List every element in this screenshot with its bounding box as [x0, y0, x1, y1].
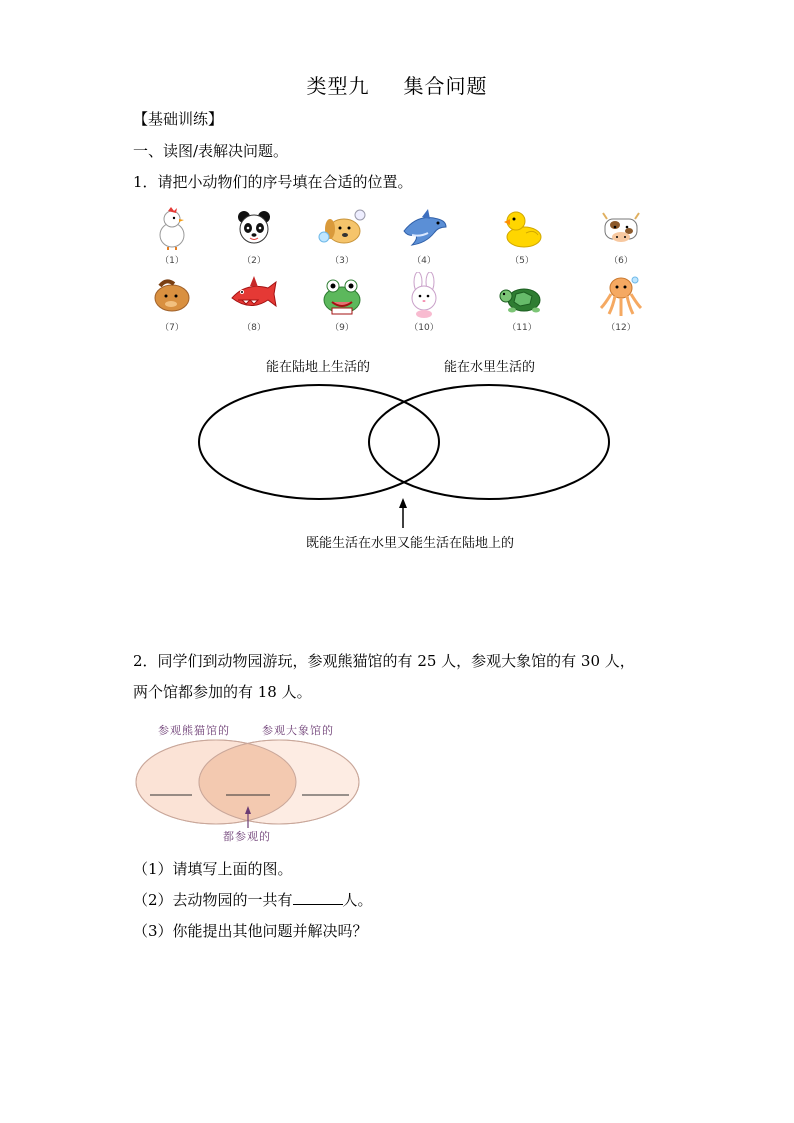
venn1-arrow-head [399, 498, 407, 508]
animal-number: （10） [409, 323, 439, 333]
animal-number: （5） [510, 256, 534, 266]
animal-number: （6） [609, 256, 633, 266]
cow-card[interactable] [591, 205, 651, 266]
horse-card[interactable] [142, 272, 202, 333]
turtle-icon [492, 272, 552, 318]
chicken-card[interactable] [142, 205, 202, 266]
question-2-sub-3: （3）你能提出其他问题并解决吗？ [133, 922, 368, 940]
dog-card[interactable] [312, 205, 372, 266]
dog-icon [312, 205, 372, 251]
shark-icon [224, 272, 284, 318]
title-type: 类型九 [306, 74, 370, 98]
turtle-card[interactable] [492, 272, 552, 333]
water-set-ellipse[interactable] [369, 385, 609, 499]
question-2-sub-2 [133, 889, 373, 910]
animal-number: （4） [412, 256, 436, 266]
chicken-icon [142, 205, 202, 251]
section-heading: 【基础训练】 [133, 110, 224, 128]
animal-number: （3） [330, 256, 354, 266]
animal-number: （11） [507, 323, 537, 333]
title-topic: 集合问题 [403, 74, 488, 98]
shark-card[interactable] [224, 272, 284, 333]
duck-icon [492, 205, 552, 251]
venn1-right-label: 能在水里生活的 [444, 360, 536, 375]
duck-card[interactable] [492, 205, 552, 266]
panda-icon [224, 205, 284, 251]
frog-card[interactable] [312, 272, 372, 333]
venn2-bottom-label: 都参观的 [223, 830, 271, 843]
octopus-card[interactable] [591, 272, 651, 333]
page-title [0, 70, 794, 99]
animal-number: （8） [242, 323, 266, 333]
animal-number: （7） [160, 323, 184, 333]
part-heading: 一、读图/表解决问题。 [133, 142, 289, 160]
panda-card[interactable] [224, 205, 284, 266]
sub-2-suffix: 人。 [342, 891, 373, 909]
question-2-sub-1: （1）请填写上面的图。 [133, 860, 293, 878]
dolphin-icon [394, 205, 454, 251]
rabbit-icon [394, 272, 454, 318]
venn2-right-label: 参观大象馆的 [262, 724, 334, 737]
sub-2-prefix: （2）去动物园的一共有 [133, 891, 293, 909]
dolphin-card[interactable] [394, 205, 454, 266]
animal-number: （1） [160, 256, 184, 266]
animal-number: （2） [242, 256, 266, 266]
frog-icon [312, 272, 372, 318]
venn2-left-label: 参观熊猫馆的 [158, 724, 230, 737]
venn1-bottom-label: 既能生活在水里又能生活在陆地上的 [306, 536, 515, 551]
animal-number: （12） [606, 323, 636, 333]
question-1-text: 1．请把小动物们的序号填在合适的位置。 [133, 173, 413, 191]
question-2-line-1: 2．同学们到动物园游玩，参观熊猫馆的有 25 人，参观大象馆的有 30 人， [133, 652, 635, 670]
question-2-line-2: 两个馆都参加的有 18 人。 [133, 683, 312, 701]
venn-diagram-2 [134, 738, 364, 830]
animal-number: （9） [330, 323, 354, 333]
venn1-left-label: 能在陆地上生活的 [266, 360, 371, 375]
venn-diagram-1 [190, 380, 620, 530]
rabbit-card[interactable] [394, 272, 454, 333]
horse-icon [142, 272, 202, 318]
octopus-icon [591, 272, 651, 318]
total-visitors-blank[interactable] [293, 890, 343, 905]
cow-icon [591, 205, 651, 251]
